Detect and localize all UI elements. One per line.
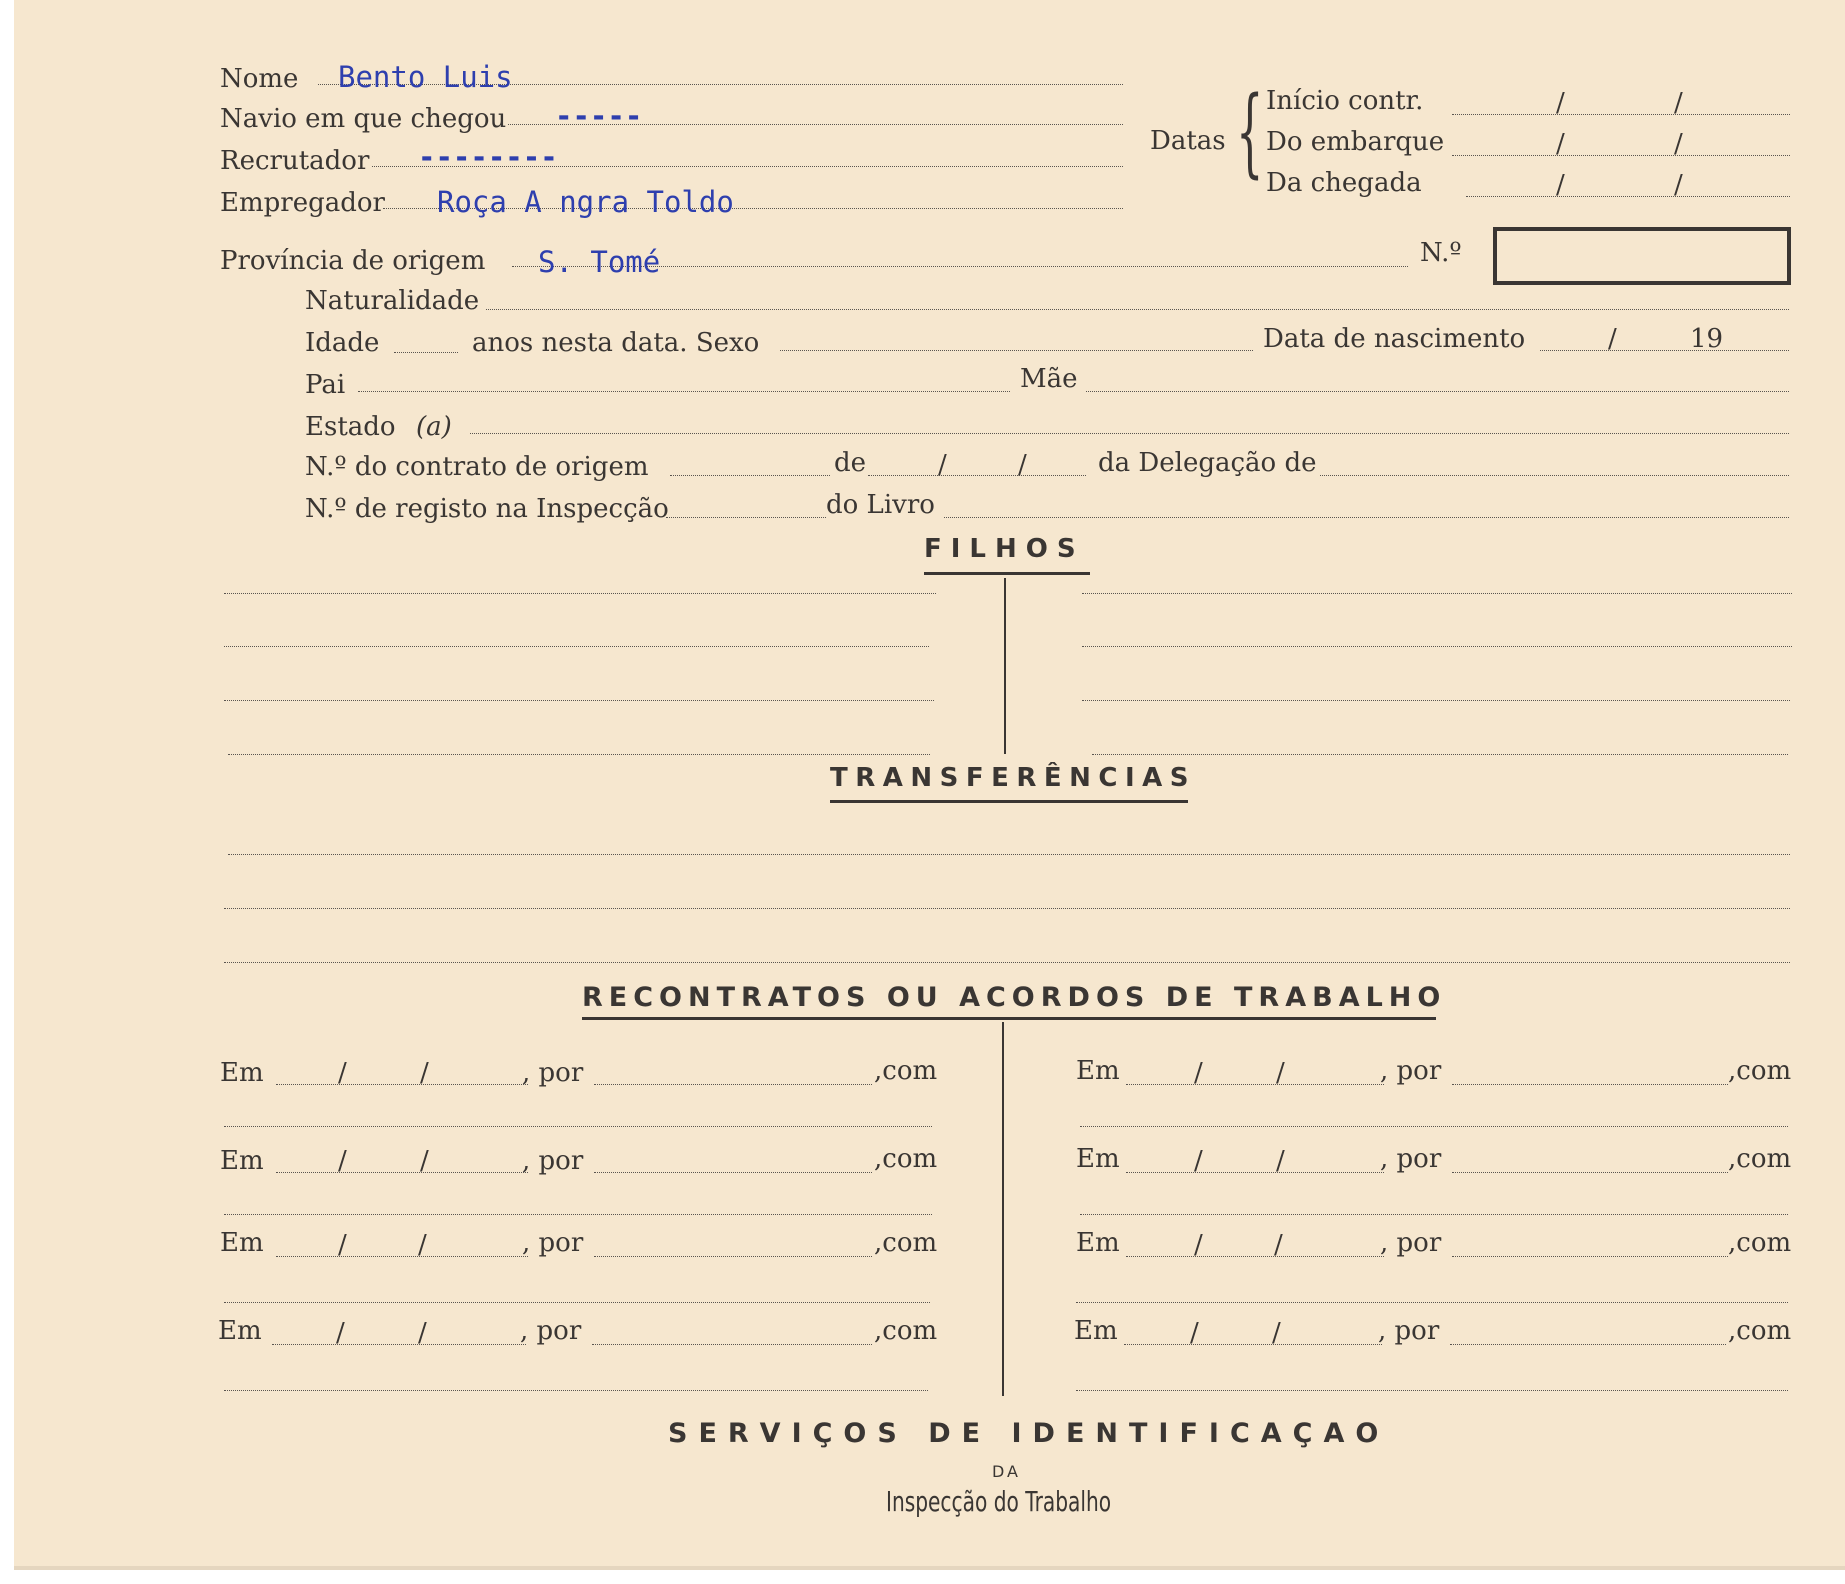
delegacao-label: da Delegação de: [1098, 448, 1317, 478]
date-slash: /: [1276, 1058, 1285, 1088]
datas-inicio-slash-1: /: [1556, 88, 1565, 118]
por-line: [1452, 1172, 1728, 1173]
navio-label: Navio em que chegou: [220, 104, 507, 134]
estado-label: Estado: [305, 412, 396, 442]
delegacao-line: [1320, 475, 1789, 476]
contrato-slash-2: /: [1018, 450, 1027, 480]
com-label: ,com: [874, 1144, 938, 1174]
filhos-underline: [924, 572, 1090, 575]
por-line: [594, 1084, 872, 1085]
numero-label: N.º: [1420, 238, 1462, 268]
com-line: [1080, 1214, 1788, 1215]
date-slash: /: [1274, 1230, 1283, 1260]
date-slash: /: [1276, 1146, 1285, 1176]
com-line: [224, 1390, 928, 1391]
provincia-label: Província de origem: [220, 246, 486, 276]
em-label: Em: [1076, 1056, 1120, 1086]
date-line: [276, 1172, 528, 1173]
com-line: [1076, 1390, 1788, 1391]
por-line: [1450, 1344, 1726, 1345]
date-slash: /: [1194, 1230, 1203, 1260]
date-slash: /: [1272, 1318, 1281, 1348]
recontratos-divider: [1002, 1022, 1004, 1396]
com-line: [224, 1126, 932, 1127]
transferencias-underline: [830, 800, 1188, 803]
contrato-de-label: de: [834, 448, 867, 478]
por-line: [1452, 1256, 1728, 1257]
date-line: [272, 1344, 526, 1345]
footer-subtitle: Inspecção do Trabalho: [886, 1485, 1112, 1518]
em-label: Em: [220, 1146, 264, 1176]
estado-note: (a): [416, 412, 452, 442]
com-line: [224, 1214, 932, 1215]
datas-chegada-slash-2: /: [1674, 170, 1683, 200]
por-line: [592, 1344, 872, 1345]
date-line: [1126, 1256, 1384, 1257]
por-label: , por: [1380, 1228, 1442, 1258]
transferencias-line-3: [224, 962, 1790, 963]
idade-line: [394, 352, 458, 353]
card-edge-shadow: [14, 1566, 1845, 1570]
date-slash: /: [1190, 1318, 1199, 1348]
date-line: [1126, 1084, 1384, 1085]
recrutador-label: Recrutador: [220, 146, 370, 176]
filhos-right-line-4: [1092, 754, 1788, 755]
date-line: [1126, 1172, 1384, 1173]
filhos-left-line-3: [224, 700, 934, 701]
contrato-slash-1: /: [938, 450, 947, 480]
com-line: [1076, 1302, 1788, 1303]
com-label: ,com: [874, 1228, 938, 1258]
datas-inicio-label: Início contr.: [1266, 86, 1424, 116]
filhos-left-line-4: [228, 754, 930, 755]
empregador-label: Empregador: [220, 188, 385, 218]
nascimento-label: Data de nascimento: [1263, 324, 1526, 354]
sexo-line: [780, 350, 1253, 351]
filhos-right-line-3: [1082, 700, 1790, 701]
date-slash: /: [1194, 1058, 1203, 1088]
date-line: [1124, 1344, 1382, 1345]
recrutador-value: --------: [418, 140, 558, 174]
em-label: Em: [1076, 1228, 1120, 1258]
contrato-label: N.º do contrato de origem: [305, 452, 649, 482]
naturalidade-line: [486, 309, 1789, 310]
date-slash: /: [338, 1230, 347, 1260]
footer-title: SERVIÇOS DE IDENTIFICAÇAO: [668, 1418, 1390, 1449]
datas-chegada-label: Da chegada: [1266, 168, 1422, 198]
em-label: Em: [220, 1228, 264, 1258]
filhos-left-line-1: [224, 593, 936, 594]
registo-label: N.º de registo na Inspecção: [305, 494, 669, 524]
com-label: ,com: [1728, 1316, 1792, 1346]
por-line: [1452, 1084, 1728, 1085]
com-label: ,com: [1728, 1228, 1792, 1258]
date-slash: /: [338, 1058, 347, 1088]
por-label: , por: [1380, 1144, 1442, 1174]
nascimento-slash: /: [1608, 324, 1617, 354]
datas-inicio-slash-2: /: [1674, 88, 1683, 118]
em-label: Em: [218, 1316, 262, 1346]
date-slash: /: [418, 1230, 427, 1260]
em-label: Em: [1074, 1316, 1118, 1346]
datas-embarque-slash-1: /: [1556, 129, 1565, 159]
pai-label: Pai: [305, 370, 346, 400]
datas-embarque-slash-2: /: [1674, 129, 1683, 159]
numero-box: [1493, 227, 1791, 285]
por-label: , por: [520, 1316, 582, 1346]
com-label: ,com: [874, 1316, 938, 1346]
filhos-right-line-1: [1082, 593, 1792, 594]
footer-da: DA: [992, 1462, 1021, 1481]
com-label: ,com: [874, 1056, 938, 1086]
nascimento-century: 19: [1690, 324, 1724, 354]
naturalidade-label: Naturalidade: [305, 286, 480, 316]
datas-label: Datas: [1150, 126, 1226, 156]
nascimento-line: [1540, 350, 1789, 351]
datas-inicio-line: [1452, 114, 1790, 115]
empregador-value: Roça A ngra Toldo: [437, 185, 734, 219]
com-label: ,com: [1728, 1056, 1792, 1086]
date-slash: /: [420, 1146, 429, 1176]
por-label: , por: [522, 1146, 584, 1176]
filhos-left-line-2: [224, 646, 929, 647]
contrato-number-line: [670, 475, 830, 476]
transferencias-heading: TRANSFERÊNCIAS: [830, 763, 1197, 793]
datas-embarque-line: [1452, 155, 1790, 156]
datas-embarque-label: Do embarque: [1266, 127, 1445, 157]
por-label: , por: [522, 1058, 584, 1088]
datas-chegada-slash-1: /: [1556, 170, 1565, 200]
com-label: ,com: [1728, 1144, 1792, 1174]
mae-label: Mãe: [1020, 364, 1078, 394]
por-line: [594, 1256, 872, 1257]
date-line: [276, 1256, 528, 1257]
em-label: Em: [220, 1058, 264, 1088]
date-line: [276, 1084, 528, 1085]
date-slash: /: [420, 1058, 429, 1088]
por-line: [594, 1172, 872, 1173]
anos-sexo-label: anos nesta data. Sexo: [472, 328, 760, 358]
date-slash: /: [336, 1318, 345, 1348]
provincia-value: S. Tomé: [538, 245, 661, 279]
datas-chegada-line: [1466, 196, 1790, 197]
datas-brace: {: [1236, 76, 1264, 188]
recontratos-heading: RECONTRATOS OU ACORDOS DE TRABALHO: [582, 982, 1447, 1013]
date-slash: /: [418, 1318, 427, 1348]
por-label: , por: [1380, 1056, 1442, 1086]
em-label: Em: [1076, 1144, 1120, 1174]
nome-value: Bento Luis: [338, 60, 513, 94]
navio-value: -----: [555, 99, 643, 133]
registo-line: [666, 517, 826, 518]
com-line: [224, 1302, 930, 1303]
filhos-right-line-2: [1082, 646, 1792, 647]
recontratos-underline: [582, 1017, 1436, 1020]
pai-line: [358, 391, 1010, 392]
por-label: , por: [522, 1228, 584, 1258]
transferencias-line-2: [224, 908, 1790, 909]
com-line: [1080, 1126, 1788, 1127]
transferencias-line-1: [228, 854, 1790, 855]
date-slash: /: [338, 1146, 347, 1176]
date-slash: /: [1194, 1146, 1203, 1176]
nome-label: Nome: [220, 64, 299, 94]
livro-label: do Livro: [826, 490, 935, 520]
livro-line: [944, 517, 1789, 518]
por-label: , por: [1378, 1316, 1440, 1346]
filhos-divider: [1004, 578, 1006, 754]
contrato-date-line: [868, 475, 1086, 476]
idade-label: Idade: [305, 328, 380, 358]
filhos-heading: FILHOS: [924, 534, 1085, 564]
mae-line: [1086, 391, 1789, 392]
estado-line: [470, 433, 1789, 434]
